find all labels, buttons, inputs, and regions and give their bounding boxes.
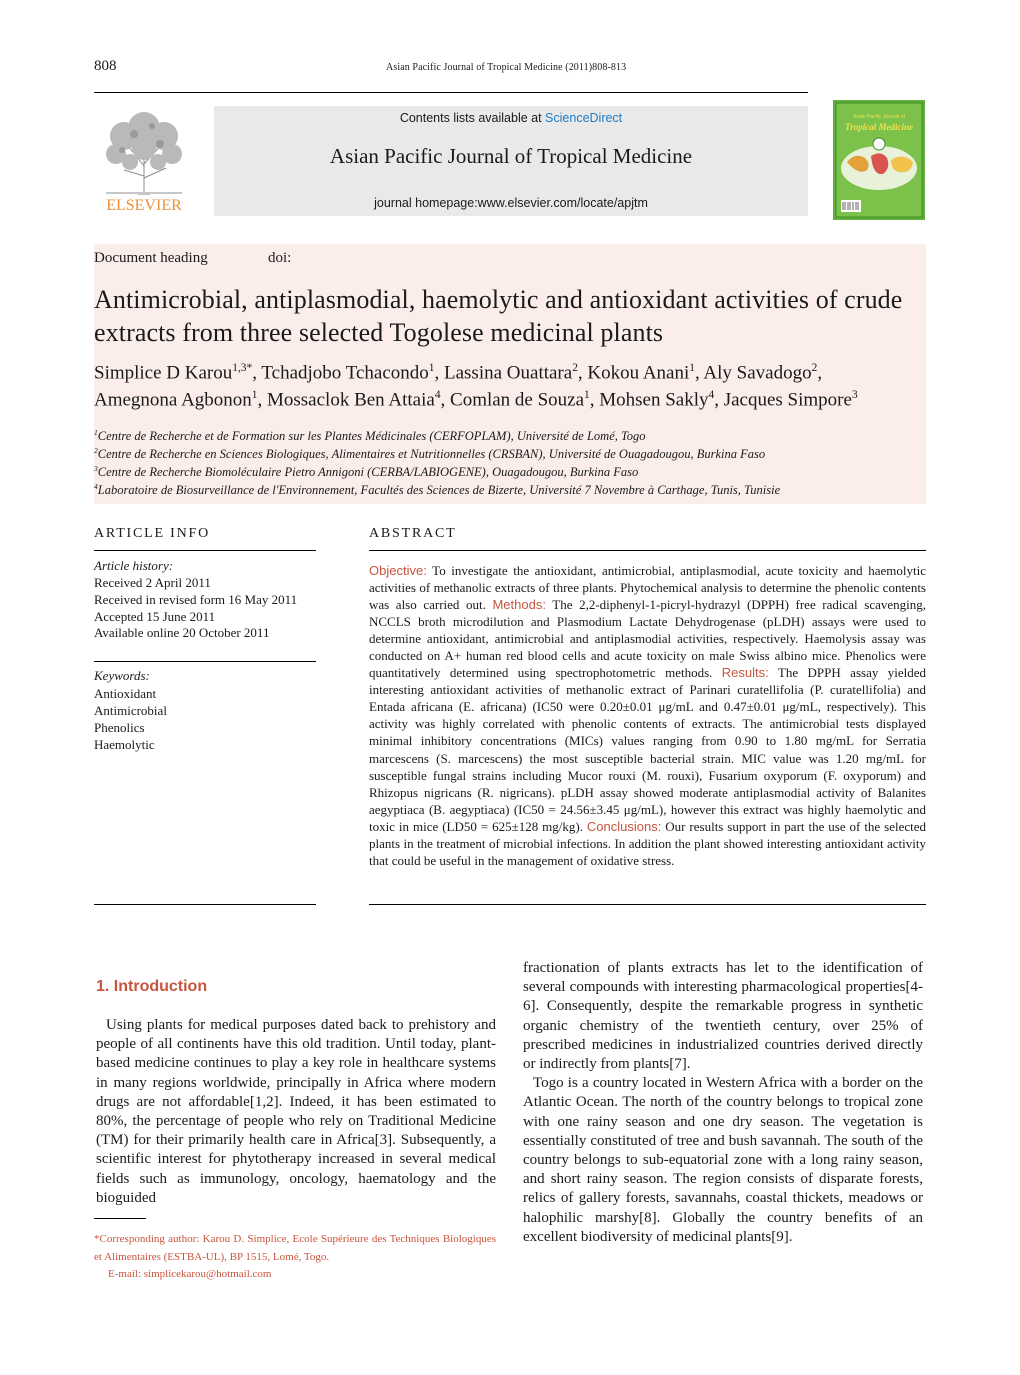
author-affiliation-marker: 1: [428, 362, 435, 374]
author-name: Lassina Ouattara: [444, 362, 573, 384]
history-revised: Received in revised form 16 May 2011: [94, 592, 298, 607]
article-info-heading: ARTICLE INFO: [94, 526, 211, 541]
author-name: Mohsen Sakly: [599, 389, 709, 411]
author-name: Tchadjobo Tchacondo: [261, 362, 429, 384]
masthead-banner: [214, 106, 808, 216]
author-name: Comlan de Souza: [450, 389, 585, 411]
history-online: Available online 20 October 2011: [94, 625, 270, 640]
affiliation-1: $^1$Centre de Recherche et de Formation sur les Plantes Médicinales (CERFOPLAM), Université de Lomé, Togo: [94, 428, 646, 444]
intro-paragraph-left: Using plants for medical purposes dated back to prehistory and people of all continents have this old tradition. Until today, plant-based medicine continues to play a key role in healthcare systems in many regions worldwide, principally in Africa where modern drugs are not affordable[1,2]. Indeed, it has been estimated to 80%, the percentage of people who rely on Traditional Medicine (TM) for their primarily health care in Africa[3]. Subsequently, a scientific interest for phytotherapy increased in several medical fields such as immunology, oncology, haematology and the bioguided: [96, 1017, 496, 1206]
intro-paragraph: fractionation of plants extracts has let to the identification of several compounds with interesting pharmacological properties[4-6]. Consequently, despite the remarkable progress in synthetic organic chemistry of the twentieth century, over 25% of prescribed medicines in industrialized countries derived directly or indirectly from plants[7].: [523, 960, 923, 1073]
author-name: Mossaclok Ben Attaia: [267, 389, 435, 411]
keyword: Antioxidant: [94, 686, 157, 701]
author-name: Simplice D Karou: [94, 362, 233, 384]
abstract-objective-label: Objective:: [369, 563, 427, 578]
abstract-conclusions: Our results support in part the use of the selected plants in the treatment of microbial infections. In addition the plant showed interesting antioxidant activity that could be useful in the management of oxidative stress.: [369, 818, 927, 868]
author-line-1: Simplice D Karou$^{1,3*}$, Tchadjobo Tchacondo$^1$, Lassina Ouattara$^2$, Kokou Anani$^1$, Aly Savadogo$^2$,: [94, 362, 823, 384]
sciencedirect-link[interactable]: ScienceDirect: [545, 111, 623, 125]
header-rule: [94, 92, 808, 93]
history-received: Received 2 April 2011: [94, 575, 211, 590]
abstract-results: The DPPH assay yielded interesting antioxidant activities of methanolic extract of Parinari curatellifolia (P. curatellifolia) and Entada africana (E. africana) (IC50 were 0.20±0.01 μg/mL and 0.47±0.01 μg/mL, respectively). This activity was highly correlated with phenolic contents of extracts. The antimicrobial tests displayed minimal inhibitory concentrations (MICs) values ranging from 0.90 to 1.80 mg/mL for Serratia marcescens (S. marcescens) the most susceptible bacterial strain. MIC value was 1.20 mg/mL for susceptible fungal strains including Mucor rouxi (M. rouxi), Fusarium oxyporum (F. oxyporum) and Rhizopus nigricans (R. nigricans). pLDH assay showed moderate antiplasmodial activity of Balanites aegyptiaca (B. aegyptiaca) (IC50 = 24.56±3.45 μg/mL), however this extract was highly haemolytic and toxic in mice (LD50 = 625±128 mg/kg).: [369, 665, 926, 834]
history-accepted: Accepted 15 June 2011: [94, 609, 216, 624]
svg-text:Asian Pacific Journal of: Asian Pacific Journal of: [853, 114, 905, 120]
author-affiliation-marker: 1: [584, 389, 590, 401]
corresponding-author-email[interactable]: E-mail: simplicekarou@hotmail.com: [108, 1268, 272, 1280]
elsevier-wordmark: ELSEVIER: [106, 197, 182, 214]
author-name: Aly Savadogo: [703, 362, 812, 384]
keyword: Haemolytic: [94, 737, 155, 752]
author-affiliation-marker: 2: [811, 362, 818, 374]
article-info-rule: [94, 904, 316, 905]
author-affiliation-marker: 1: [251, 389, 258, 401]
elsevier-logo: [94, 106, 194, 214]
affiliation-4: $^4$Laboratoire de Biosurveillance de l'Environnement, Facultés des Sciences de Bizerte, Université 7 Novembre à Carthage, Tunis, Tunisie: [94, 482, 781, 498]
document-heading-label: Document heading: [94, 250, 208, 266]
section-heading-introduction: 1. Introduction: [96, 978, 208, 995]
abstract-objective: To investigate the antioxidant, antimicrobial, antiplasmodial, acute toxicity and haemolytic activities of methanolic extracts of three plants. Phytochemical analysis to determine the phenolic contents was also carried out.: [369, 563, 926, 613]
contents-prefix: Contents lists available at: [399, 111, 546, 125]
affiliation-2: $^2$Centre de Recherche en Sciences Biologiques, Alimentaires et Nutritionnelles (CRSBAN), Université de Ouagadougou, Burkina Faso: [94, 446, 766, 462]
elsevier-tree-icon: [94, 106, 194, 214]
journal-cover-icon: [833, 100, 925, 220]
abstract-methods: The 2,2-diphenyl-1-picryl-hydrazyl (DPPH) free radical scavenging, NCCLS broth microdilution and Plasmodium Lactate Dehydrogenase (pLDH) assays were used to determine antioxidant, antimicrobial and antiplasmodial activities, respectively. Haemolysis assay was conducted on A+ human red blood cells and acute toxicity on male Swiss albino mice. Phenolics were quantitatively determined using spectrophotometric methods.: [369, 597, 926, 681]
keywords-label: Keywords:: [94, 668, 150, 683]
journal-homepage-link[interactable]: journal homepage:www.elsevier.com/locate/apjtm: [374, 196, 648, 210]
author-affiliation-marker: 4: [434, 389, 441, 401]
contents-line: [214, 111, 808, 125]
journal-cover-thumbnail: [833, 100, 925, 220]
intro-column-right: [523, 959, 923, 1247]
author-name: Kokou Anani: [587, 362, 690, 384]
keyword: Antimicrobial: [94, 703, 167, 718]
corresponding-author-footnote: *Corresponding author: Karou D. Simplice, Ecole Supérieure des Techniques Biologiques et Alimentaires (ESTBA-UL), BP 1515, Lomé, Togo.: [94, 1233, 496, 1264]
article-info-rule: [94, 661, 316, 662]
author-affiliation-marker: 3: [851, 389, 858, 401]
author-affiliation-marker: 4: [708, 389, 715, 401]
affiliation-3: $^3$Centre de Recherche Biomoléculaire Pietro Annigoni (CERBA/LABIOGENE), Ouagadougou, Burkina Faso: [94, 464, 639, 480]
abstract-body: [369, 562, 926, 869]
intro-paragraph: Togo is a country located in Western Africa with a border on the Atlantic Ocean. The north of the country belongs to tropical zone with one rainy season and one dry season. The vegetation is essentially constituted of tree and bush savannah. The south of the country belongs to sub-equatorial zone with a long rainy season, and short rainy season. The region consists of disparate forests, relics of gallery forests, savannahs, coastal thickets, meadows or halophilic marshy[8]. Globally the country benefits of an excellent biodiversity of medicinal plants[9].: [523, 1075, 923, 1245]
abstract-conclusions-label: Conclusions:: [586, 818, 662, 834]
footnote-rule: [94, 1218, 146, 1219]
doi-label: doi:: [268, 250, 292, 266]
keyword: Phenolics: [94, 720, 145, 735]
journal-title: Asian Pacific Journal of Tropical Medicine: [329, 144, 693, 168]
article-history-label: Article history:: [94, 558, 174, 573]
article-title: Antimicrobial, antiplasmodial, haemolytic and antioxidant activities of crude extracts from three selected Togolese medicinal plants: [94, 285, 903, 347]
article-info-rule: [94, 550, 316, 551]
svg-text:Tropical Medicine: Tropical Medicine: [845, 122, 913, 132]
author-affiliation-marker: 1,3*: [232, 362, 253, 374]
author-affiliation-marker: 2: [572, 362, 578, 374]
abstract-methods-label: Methods:: [492, 597, 546, 613]
page-number: 808: [94, 58, 117, 74]
running-head-citation: Asian Pacific Journal of Tropical Medicine (2011)808-813: [386, 62, 627, 73]
author-name: Jacques Simpore: [723, 389, 852, 411]
author-line-2: Amegnona Agbonon$^1$, Mossaclok Ben Attaia$^4$, Comlan de Souza$^1$, Mohsen Sakly$^4$, Jacques Simpore$^3$: [94, 389, 858, 411]
abstract-rule: [369, 550, 926, 551]
author-affiliation-marker: 1: [689, 362, 695, 374]
abstract-rule: [369, 904, 926, 905]
author-name: Amegnona Agbonon: [94, 389, 252, 411]
abstract-heading: ABSTRACT: [369, 526, 457, 541]
abstract-results-label: Results:: [721, 665, 769, 681]
